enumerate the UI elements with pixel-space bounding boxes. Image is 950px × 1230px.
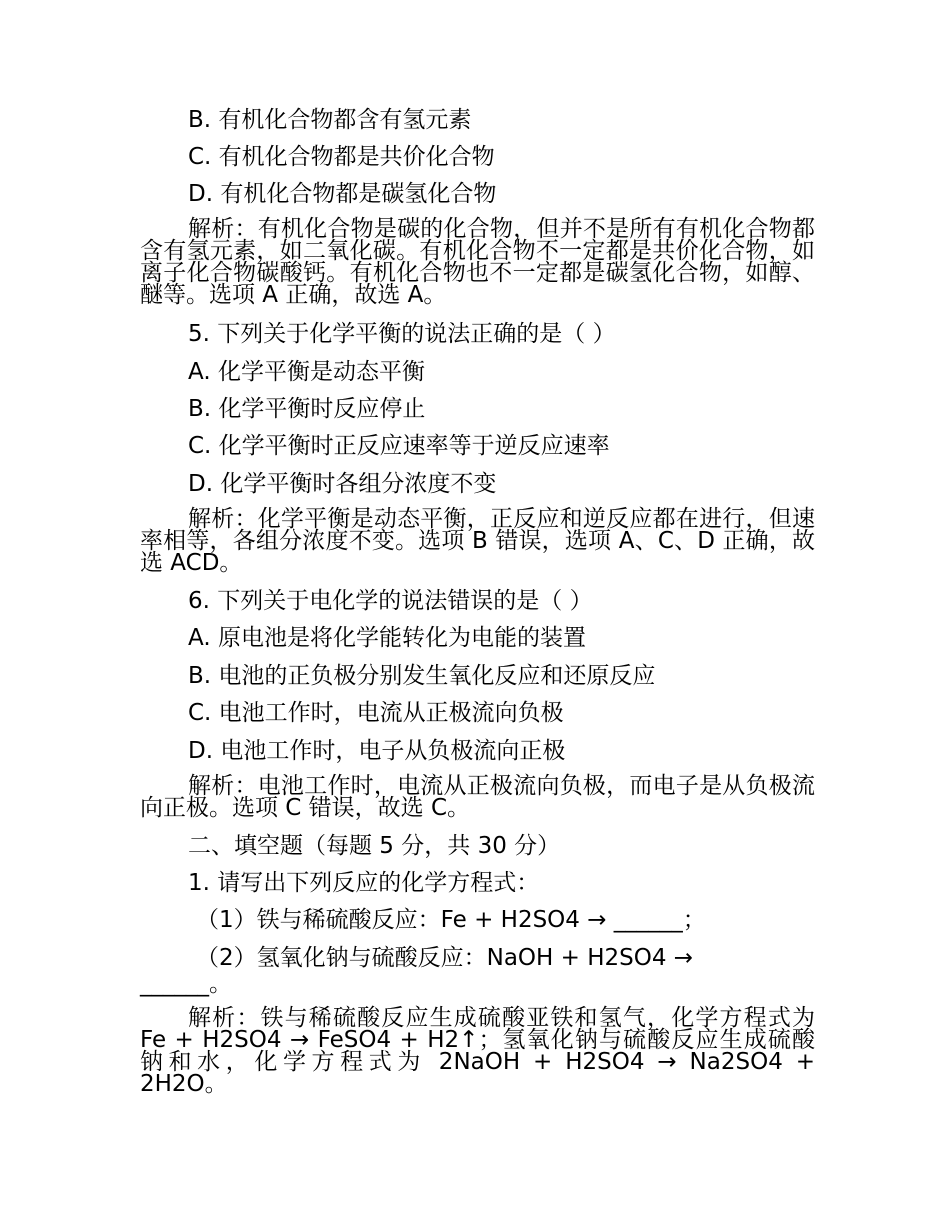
fill-q1-analysis: 解析：铁与稀硫酸反应生成硫酸亚铁和氢气，化学方程式为 Fe + H2SO4 → FeSO4 + H2↑；氢氧化钠与硫酸反应生成硫酸钠和水，化学方程式为 2NaOH + H2SO4 → Na2SO4 + 2H2O。 [140, 1005, 815, 1097]
q6-option-b: B. 电池的正负极分别发生氧化反应和还原反应 [188, 663, 656, 689]
q5-analysis: 解析：化学平衡是动态平衡，正反应和逆反应都在进行，但速率相等，各组分浓度不变。选项 B 错误，选项 A、C、D 正确，故选 ACD。 [140, 506, 815, 576]
q5-option-a: A. 化学平衡是动态平衡 [188, 359, 425, 385]
fill-q1-part2-blank: ______。 [140, 971, 232, 997]
q5-option-d: D. 化学平衡时各组分浓度不变 [188, 471, 497, 497]
section2-heading: 二、填空题（每题 5 分，共 30 分） [188, 833, 561, 859]
q6-question: 6. 下列关于电化学的说法错误的是（ ） [188, 588, 593, 614]
fill-q1-question: 1. 请写出下列反应的化学方程式： [188, 870, 540, 896]
q6-option-d: D. 电池工作时，电子从负极流向正极 [188, 738, 566, 764]
q5-question: 5. 下列关于化学平衡的说法正确的是（ ） [188, 321, 616, 347]
q6-option-a: A. 原电池是将化学能转化为电能的装置 [188, 625, 586, 651]
q4-analysis: 解析：有机化合物是碳的化合物，但并不是所有有机化合物都含有氢元素，如二氧化碳。有机化合物不一定都是共价化合物，如离子化合物碳酸钙。有机化合物也不一定都是碳氢化合物，如醇、醚等。选项 A 正确，故选 A。 [140, 216, 815, 308]
q6-option-c: C. 电池工作时，电流从正极流向负极 [188, 700, 564, 726]
q6-analysis: 解析：电池工作时，电流从正极流向负极，而电子是从负极流向正极。选项 C 错误，故选 C。 [140, 773, 815, 821]
q4-option-d: D. 有机化合物都是碳氢化合物 [188, 181, 497, 207]
q4-option-c: C. 有机化合物都是共价化合物 [188, 144, 495, 170]
fill-q1-part1: （1）铁与稀硫酸反应：Fe + H2SO4 → ______； [196, 907, 706, 933]
fill-q1-part2: （2）氢氧化钠与硫酸反应：NaOH + H2SO4 → [196, 945, 694, 971]
q5-option-b: B. 化学平衡时反应停止 [188, 396, 426, 422]
q5-option-c: C. 化学平衡时正反应速率等于逆反应速率 [188, 433, 610, 459]
q4-option-b: B. 有机化合物都含有氢元素 [188, 107, 472, 133]
